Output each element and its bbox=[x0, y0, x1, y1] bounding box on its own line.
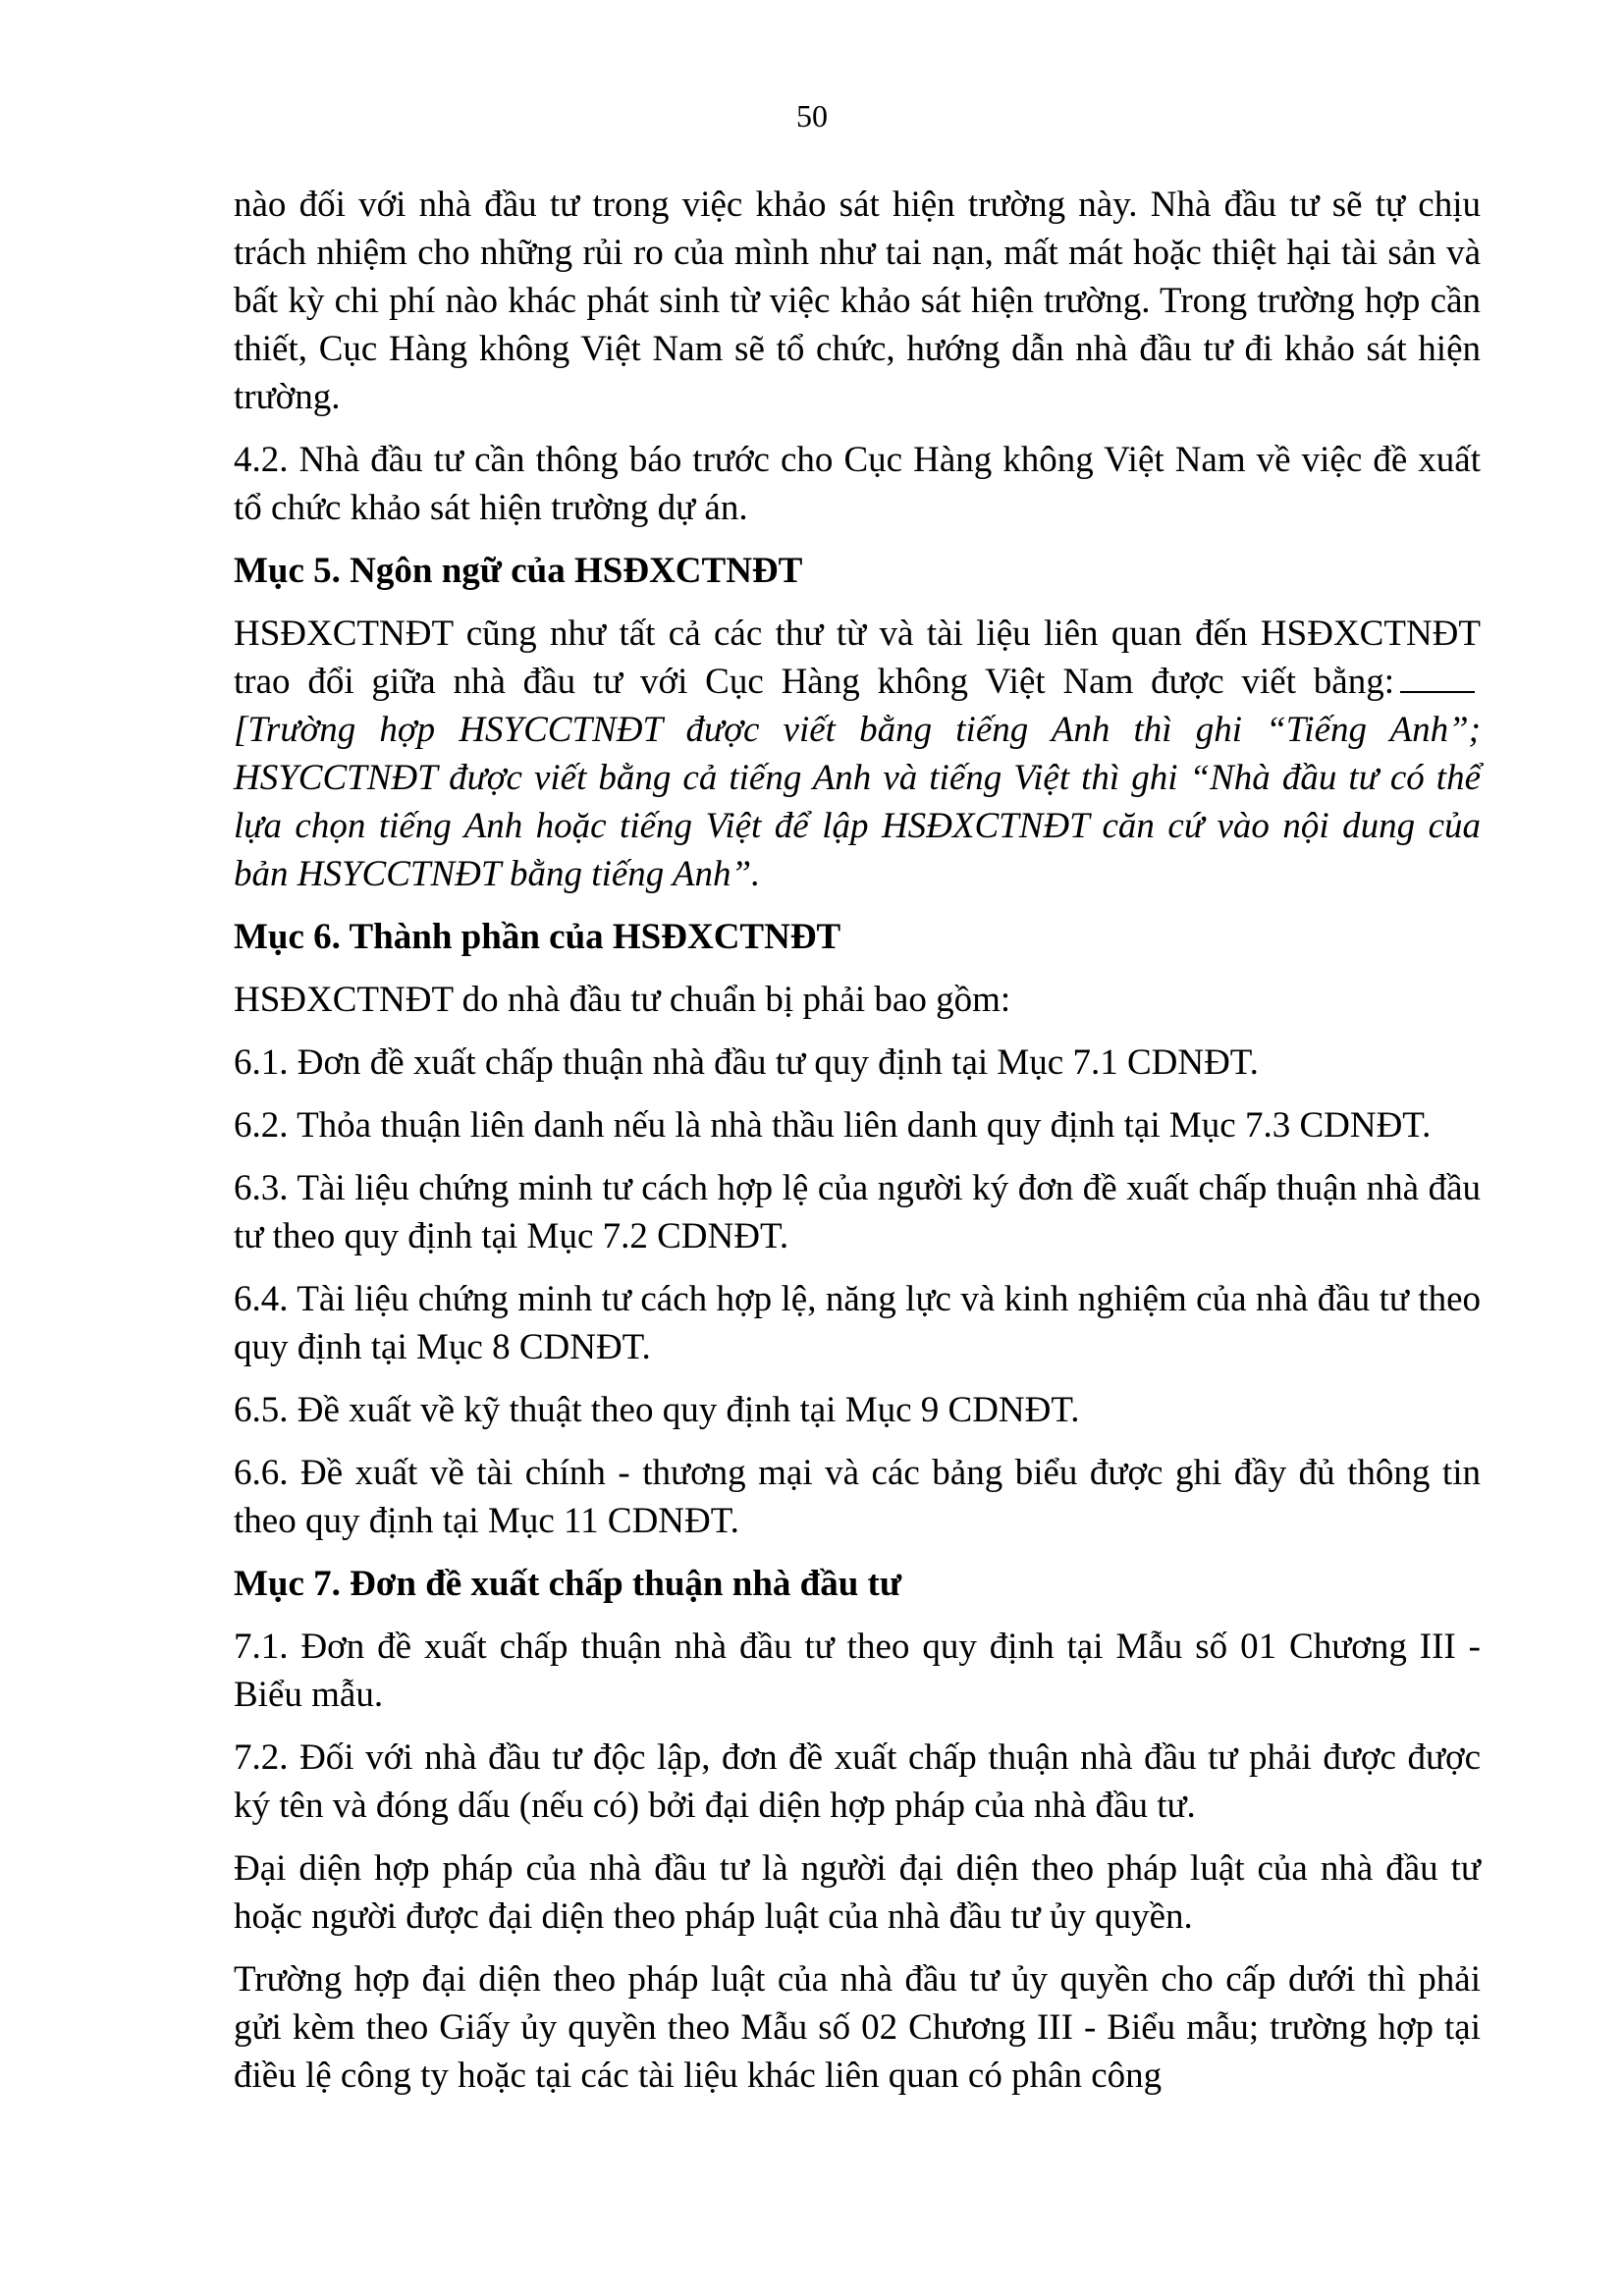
paragraph-6-2: 6.2. Thỏa thuận liên danh nếu là nhà thầu liên danh quy định tại Mục 7.3 CDNĐT. bbox=[234, 1105, 1432, 1146]
document-body bbox=[234, 181, 1481, 2114]
paragraph-6-6: 6.6. Đề xuất về tài chính - thương mại và các bảng biểu được ghi đầy đủ thông tin theo quy định tại Mục 11 CDNĐT. bbox=[234, 1453, 1481, 1541]
paragraph-authorization: Trường hợp đại diện theo pháp luật của nhà đầu tư ủy quyền cho cấp dưới thì phải gửi kèm theo Giấy ủy quyền theo Mẫu số 02 Chương III - Biểu mẫu; trường hợp tại điều lệ công ty hoặc tại các tài liệu khác liên quan có phân công bbox=[234, 1959, 1481, 2096]
paragraph-site-survey-liability: nào đối với nhà đầu tư trong việc khảo sát hiện trường này. Nhà đầu tư sẽ tự chịu trách nhiệm cho những rủi ro của mình như tai nạn, mất mát hoặc thiệt hại tài sản và bất kỳ chi phí nào khác phát sinh từ việc khảo sát hiện trường. Trong trường hợp cần thiết, Cục Hàng không Việt Nam sẽ tổ chức, hướng dẫn nhà đầu tư đi khảo sát hiện trường. bbox=[234, 185, 1481, 417]
paragraph-legal-representative: Đại diện hợp pháp của nhà đầu tư là người đại diện theo pháp luật của nhà đầu tư hoặc người được đại diện theo pháp luật của nhà đầu tư ủy quyền. bbox=[234, 1848, 1481, 1937]
paragraph-language bbox=[234, 610, 1481, 898]
paragraph-6-5: 6.5. Đề xuất về kỹ thuật theo quy định tại Mục 9 CDNĐT. bbox=[234, 1390, 1080, 1430]
language-instruction: [Trường hợp HSYCCTNĐT được viết bằng tiếng Anh thì ghi “Tiếng Anh”; HSYCCTNĐT được viết bằng cả tiếng Anh và tiếng Việt thì ghi “Nhà đầu tư có thể lựa chọn tiếng Anh hoặc tiếng Việt để lập HSĐXCTNĐT căn cứ vào nội dung của bản HSYCCTNĐT bằng tiếng Anh”. bbox=[234, 710, 1481, 894]
paragraph-6-3: 6.3. Tài liệu chứng minh tư cách hợp lệ của người ký đơn đề xuất chấp thuận nhà đầu tư theo quy định tại Mục 7.2 CDNĐT. bbox=[234, 1168, 1481, 1256]
paragraph-6-1: 6.1. Đơn đề xuất chấp thuận nhà đầu tư quy định tại Mục 7.1 CDNĐT. bbox=[234, 1042, 1259, 1083]
language-text: HSĐXCTNĐT cũng như tất cả các thư từ và tài liệu liên quan đến HSĐXCTNĐT trao đổi giữa nhà đầu tư với Cục Hàng không Việt Nam được viết bằng: bbox=[234, 614, 1481, 702]
paragraph-components-intro: HSĐXCTNĐT do nhà đầu tư chuẩn bị phải bao gồm: bbox=[234, 980, 1011, 1020]
heading-section-7: Mục 7. Đơn đề xuất chấp thuận nhà đầu tư bbox=[234, 1564, 902, 1604]
heading-section-6: Mục 6. Thành phần của HSĐXCTNĐT bbox=[234, 917, 841, 957]
page-number: 50 bbox=[796, 98, 828, 133]
paragraph-7-1: 7.1. Đơn đề xuất chấp thuận nhà đầu tư theo quy định tại Mẫu số 01 Chương III - Biểu mẫu. bbox=[234, 1627, 1481, 1715]
heading-section-5: Mục 5. Ngôn ngữ của HSĐXCTNĐT bbox=[234, 551, 803, 591]
paragraph-4-2: 4.2. Nhà đầu tư cần thông báo trước cho Cục Hàng không Việt Nam về việc đề xuất tổ chức khảo sát hiện trường dự án. bbox=[234, 440, 1481, 528]
paragraph-6-4: 6.4. Tài liệu chứng minh tư cách hợp lệ, năng lực và kinh nghiệm của nhà đầu tư theo quy định tại Mục 8 CDNĐT. bbox=[234, 1279, 1481, 1367]
paragraph-7-2: 7.2. Đối với nhà đầu tư độc lập, đơn đề xuất chấp thuận nhà đầu tư phải được được ký tên và đóng dấu (nếu có) bởi đại diện hợp pháp của nhà đầu tư. bbox=[234, 1737, 1481, 1826]
fill-in-blank bbox=[1400, 662, 1475, 693]
